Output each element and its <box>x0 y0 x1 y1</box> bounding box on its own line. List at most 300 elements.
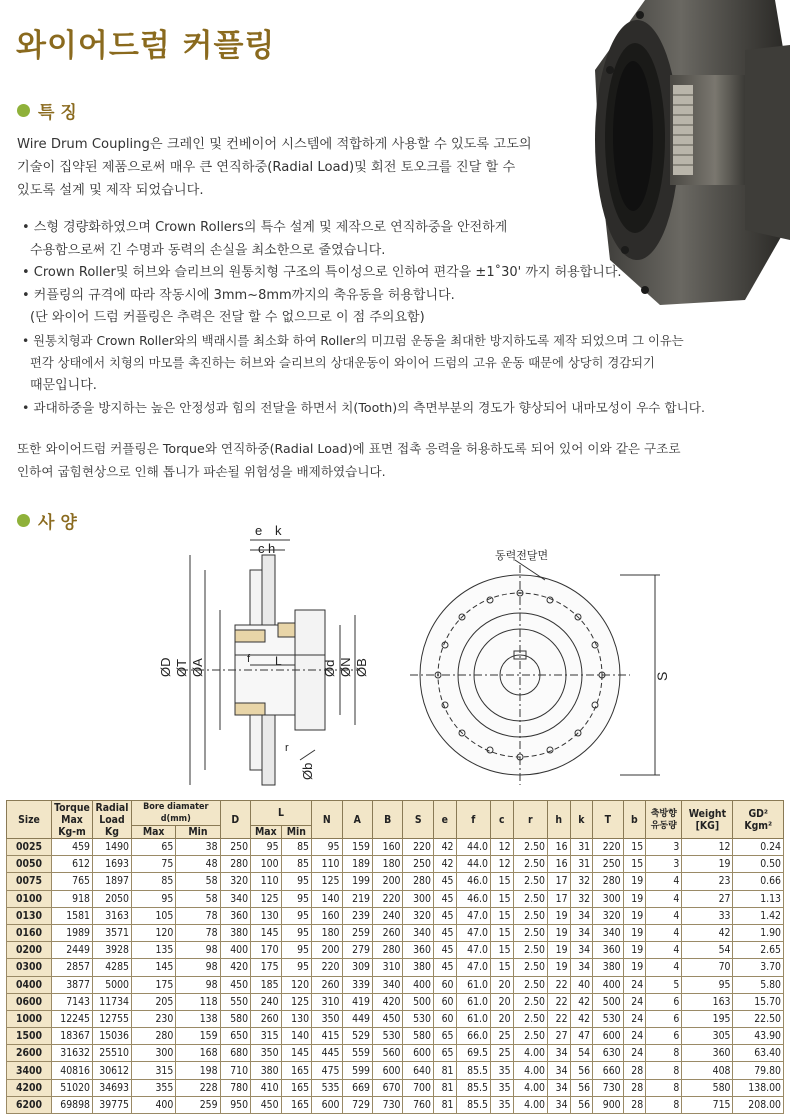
table-cell: 35 <box>490 1062 513 1079</box>
table-cell: 3163 <box>93 907 132 924</box>
col-A: A <box>342 801 372 839</box>
table-row <box>7 1028 784 1045</box>
table-cell: 560 <box>372 1045 402 1062</box>
table-cell: 54 <box>570 1045 593 1062</box>
table-cell: 8 <box>646 1096 682 1113</box>
table-cell: 130 <box>251 907 281 924</box>
table-cell: 95 <box>281 924 311 941</box>
table-cell: 670 <box>372 1079 402 1096</box>
col-L-max: Max <box>251 826 281 839</box>
table-cell: 160 <box>312 907 342 924</box>
table-cell: 47.0 <box>456 924 490 941</box>
table-cell: 85.5 <box>456 1079 490 1096</box>
table-cell: 4 <box>646 942 682 959</box>
col-axial-line: 유동량 <box>650 820 677 831</box>
table-cell: 19 <box>547 942 570 959</box>
label-b: Øb <box>300 762 315 780</box>
table-cell: 85 <box>281 856 311 873</box>
table-cell: 34 <box>570 959 593 976</box>
table-row <box>7 1096 784 1113</box>
table-cell: 45 <box>433 924 456 941</box>
table-cell: 165 <box>281 1096 311 1113</box>
size-cell: 0050 <box>7 856 52 873</box>
table-cell: 600 <box>593 1028 623 1045</box>
size-cell: 3400 <box>7 1062 52 1079</box>
features-intro <box>17 133 532 202</box>
table-cell: 380 <box>403 959 433 976</box>
table-cell: 24 <box>623 976 646 993</box>
table-cell: 47 <box>570 1028 593 1045</box>
table-cell: 11734 <box>93 993 132 1010</box>
table-cell: 45 <box>433 890 456 907</box>
table-cell: 250 <box>220 839 250 856</box>
table-cell: 19 <box>547 907 570 924</box>
table-cell: 259 <box>342 924 372 941</box>
table-cell: 360 <box>220 907 250 924</box>
table-cell: 305 <box>682 1028 733 1045</box>
table-cell: 669 <box>342 1079 372 1096</box>
table-cell: 4.00 <box>513 1062 547 1079</box>
table-cell: 66.0 <box>456 1028 490 1045</box>
table-cell: 47.0 <box>456 907 490 924</box>
table-cell: 85 <box>132 873 176 890</box>
table-cell: 56 <box>570 1062 593 1079</box>
label-c: c <box>258 541 265 556</box>
table-cell: 2.50 <box>513 873 547 890</box>
table-cell: 315 <box>251 1028 281 1045</box>
table-cell: 45 <box>433 942 456 959</box>
table-row <box>7 856 784 873</box>
table-cell: 42 <box>570 993 593 1010</box>
spec-table <box>6 800 784 1114</box>
col-axial-line: 축방향 <box>650 808 677 819</box>
table-cell: 95 <box>281 907 311 924</box>
table-cell: 95 <box>682 976 733 993</box>
table-cell: 32 <box>570 890 593 907</box>
table-cell: 140 <box>312 890 342 907</box>
table-cell: 450 <box>251 1096 281 1113</box>
label-power-face: 동력전달면 <box>495 550 549 562</box>
table-row <box>7 1079 784 1096</box>
table-cell: 600 <box>403 1045 433 1062</box>
table-cell: 6 <box>646 993 682 1010</box>
table-cell: 6 <box>646 1010 682 1027</box>
table-cell: 17 <box>547 890 570 907</box>
table-row <box>7 976 784 993</box>
table-cell: 34 <box>570 924 593 941</box>
bullet-line: 때문입니다. <box>30 377 97 393</box>
table-cell: 24 <box>623 993 646 1010</box>
table-cell: 260 <box>251 1010 281 1027</box>
col-torque-line: Kg-m <box>58 825 86 838</box>
table-cell: 250 <box>403 856 433 873</box>
table-cell: 24 <box>623 1045 646 1062</box>
table-cell: 2.50 <box>513 993 547 1010</box>
table-cell: 22 <box>547 976 570 993</box>
table-cell: 130 <box>281 1010 311 1027</box>
col-axial <box>646 801 682 839</box>
table-cell: 3571 <box>93 924 132 941</box>
table-cell: 4 <box>646 907 682 924</box>
col-radial-line: Radial <box>95 801 129 814</box>
table-cell: 3.70 <box>733 959 784 976</box>
table-cell: 180 <box>312 924 342 941</box>
table-cell: 15 <box>490 890 513 907</box>
col-weight-line: [KG] <box>695 819 720 832</box>
bullet-line: • 과대하중을 방지하는 높은 안정성과 힘의 전달을 하면서 치(Tooth)의 측면부분의 경도가 향상되어 내마모성이 우수 합니다. <box>22 400 705 415</box>
table-cell: 918 <box>52 890 93 907</box>
page-title: 와이어드럼 커플링 <box>16 28 276 64</box>
size-cell: 0130 <box>7 907 52 924</box>
table-cell: 2.50 <box>513 942 547 959</box>
table-cell: 360 <box>682 1045 733 1062</box>
table-cell: 280 <box>593 873 623 890</box>
col-T: T <box>593 801 623 839</box>
label-d: Ød <box>322 659 337 677</box>
table-cell: 400 <box>593 976 623 993</box>
table-cell: 31 <box>570 839 593 856</box>
table-cell: 420 <box>372 993 402 1010</box>
table-cell: 240 <box>372 907 402 924</box>
table-cell: 8 <box>646 1062 682 1079</box>
table-cell: 400 <box>132 1096 176 1113</box>
table-cell: 2.50 <box>513 1010 547 1027</box>
table-cell: 580 <box>403 1028 433 1045</box>
table-cell: 46.0 <box>456 873 490 890</box>
table-cell: 0.66 <box>733 873 784 890</box>
table-cell: 19 <box>547 924 570 941</box>
table-cell: 710 <box>220 1062 250 1079</box>
table-cell: 19 <box>623 924 646 941</box>
table-cell: 98 <box>176 942 220 959</box>
table-cell: 19 <box>623 873 646 890</box>
col-size: Size <box>7 801 52 839</box>
table-cell: 38 <box>176 839 220 856</box>
table-cell: 2.50 <box>513 924 547 941</box>
table-cell: 61.0 <box>456 1010 490 1027</box>
table-cell: 205 <box>132 993 176 1010</box>
col-bore-min: Min <box>176 826 220 839</box>
table-cell: 400 <box>220 942 250 959</box>
table-cell: 280 <box>132 1028 176 1045</box>
table-cell: 19 <box>623 959 646 976</box>
table-cell: 15036 <box>93 1028 132 1045</box>
table-cell: 780 <box>220 1079 250 1096</box>
table-cell: 320 <box>403 907 433 924</box>
table-cell: 69898 <box>52 1096 93 1113</box>
table-cell: 650 <box>220 1028 250 1045</box>
table-cell: 27 <box>547 1028 570 1045</box>
table-cell: 145 <box>281 1045 311 1062</box>
table-cell: 580 <box>220 1010 250 1027</box>
table-cell: 300 <box>403 890 433 907</box>
label-L: L <box>275 654 282 668</box>
table-cell: 20 <box>490 1010 513 1027</box>
size-cell: 0400 <box>7 976 52 993</box>
table-cell: 45 <box>433 907 456 924</box>
table-cell: 408 <box>682 1062 733 1079</box>
table-cell: 56 <box>570 1096 593 1113</box>
table-row <box>7 959 784 976</box>
table-cell: 280 <box>220 856 250 873</box>
table-cell: 61.0 <box>456 993 490 1010</box>
table-cell: 765 <box>52 873 93 890</box>
table-cell: 32 <box>570 873 593 890</box>
table-cell: 34 <box>547 1079 570 1096</box>
table-cell: 24 <box>623 1028 646 1045</box>
table-row <box>7 924 784 941</box>
col-weight-line: Weight <box>688 807 727 820</box>
table-cell: 3 <box>646 839 682 856</box>
table-cell: 34 <box>547 1045 570 1062</box>
size-cell: 4200 <box>7 1079 52 1096</box>
table-cell: 360 <box>403 942 433 959</box>
table-cell: 28 <box>623 1062 646 1079</box>
table-cell: 380 <box>220 924 250 941</box>
table-cell: 15 <box>490 959 513 976</box>
table-cell: 180 <box>372 856 402 873</box>
table-cell: 138.00 <box>733 1079 784 1096</box>
table-cell: 60 <box>433 1010 456 1027</box>
table-cell: 7143 <box>52 993 93 1010</box>
table-cell: 280 <box>403 873 433 890</box>
label-T: ØT <box>174 658 189 677</box>
table-cell: 78 <box>176 924 220 941</box>
col-torque-line: Torque <box>54 801 90 814</box>
table-cell: 2050 <box>93 890 132 907</box>
table-cell: 730 <box>593 1079 623 1096</box>
size-cell: 0100 <box>7 890 52 907</box>
table-cell: 250 <box>593 856 623 873</box>
table-cell: 12 <box>682 839 733 856</box>
table-cell: 35 <box>490 1096 513 1113</box>
table-cell: 138 <box>176 1010 220 1027</box>
table-cell: 199 <box>342 873 372 890</box>
size-cell: 0160 <box>7 924 52 941</box>
table-cell: 15 <box>623 856 646 873</box>
table-cell: 46.0 <box>456 890 490 907</box>
table-cell: 95 <box>281 873 311 890</box>
table-cell: 260 <box>312 976 342 993</box>
table-cell: 12245 <box>52 1010 93 1027</box>
table-cell: 529 <box>342 1028 372 1045</box>
col-L: L <box>251 801 312 826</box>
col-f: f <box>456 801 490 839</box>
table-cell: 19 <box>623 890 646 907</box>
table-cell: 15 <box>490 942 513 959</box>
table-cell: 5.80 <box>733 976 784 993</box>
table-cell: 65 <box>433 1028 456 1045</box>
table-cell: 189 <box>342 856 372 873</box>
bullet-line: • Crown Roller및 허브와 슬리브의 원통치형 구조의 특이성으로 인하여 편각을 ±1˚30' 까지 허용합니다. <box>22 265 622 280</box>
table-cell: 4.00 <box>513 1096 547 1113</box>
table-cell: 28 <box>623 1096 646 1113</box>
table-cell: 300 <box>593 890 623 907</box>
table-cell: 340 <box>220 890 250 907</box>
table-cell: 198 <box>176 1062 220 1079</box>
table-cell: 95 <box>132 890 176 907</box>
table-cell: 300 <box>132 1045 176 1062</box>
size-cell: 0200 <box>7 942 52 959</box>
table-cell: 599 <box>342 1062 372 1079</box>
table-cell: 340 <box>593 924 623 941</box>
table-cell: 500 <box>403 993 433 1010</box>
table-cell: 168 <box>176 1045 220 1062</box>
col-e: e <box>433 801 456 839</box>
table-cell: 105 <box>132 907 176 924</box>
table-cell: 449 <box>342 1010 372 1027</box>
table-cell: 34 <box>570 907 593 924</box>
table-cell: 320 <box>593 907 623 924</box>
table-cell: 8 <box>646 1045 682 1062</box>
table-cell: 315 <box>132 1062 176 1079</box>
intro-line: Wire Drum Coupling은 크레인 및 컨베이어 시스템에 적합하게 사용할 수 있도록 고도의 <box>17 137 532 152</box>
col-bore-line: Bore diamater <box>143 802 209 812</box>
bullet-dot-icon <box>17 514 30 527</box>
table-cell: 340 <box>403 924 433 941</box>
table-cell: 19 <box>547 959 570 976</box>
col-bore-max: Max <box>132 826 176 839</box>
table-cell: 79.80 <box>733 1062 784 1079</box>
size-cell: 1000 <box>7 1010 52 1027</box>
table-cell: 20 <box>490 993 513 1010</box>
table-cell: 0.24 <box>733 839 784 856</box>
table-cell: 1.13 <box>733 890 784 907</box>
table-cell: 350 <box>312 1010 342 1027</box>
table-cell: 195 <box>682 1010 733 1027</box>
table-cell: 16 <box>547 856 570 873</box>
table-cell: 15 <box>490 907 513 924</box>
table-cell: 340 <box>372 976 402 993</box>
table-cell: 208.00 <box>733 1096 784 1113</box>
table-cell: 640 <box>403 1062 433 1079</box>
bullet-line: • 커플링의 규격에 따라 작동시에 3mm~8mm까지의 축유동을 허용합니다. <box>22 287 455 303</box>
table-cell: 31 <box>570 856 593 873</box>
table-cell: 28 <box>623 1079 646 1096</box>
table-cell: 125 <box>312 873 342 890</box>
table-cell: 159 <box>176 1028 220 1045</box>
table-cell: 100 <box>251 856 281 873</box>
table-cell: 530 <box>593 1010 623 1027</box>
table-cell: 1897 <box>93 873 132 890</box>
intro-line: 있도록 설계 및 제작 되었습니다. <box>17 183 204 198</box>
table-cell: 700 <box>403 1079 433 1096</box>
table-cell: 259 <box>176 1096 220 1113</box>
table-cell: 220 <box>403 839 433 856</box>
table-cell: 45 <box>433 873 456 890</box>
bullet-line: • 스형 경량화하였으며 Crown Rollers의 특수 설계 및 제작으로 연직하중을 안전하게 <box>22 220 508 235</box>
table-cell: 70 <box>682 959 733 976</box>
table-cell: 200 <box>372 873 402 890</box>
table-row <box>7 873 784 890</box>
label-A: ØA <box>190 658 205 677</box>
table-cell: 23 <box>682 873 733 890</box>
table-cell: 459 <box>52 839 93 856</box>
table-cell: 4 <box>646 924 682 941</box>
table-cell: 339 <box>342 976 372 993</box>
bullet-line: (단 와이어 드럼 커플링은 추력은 전달 할 수 없으므로 이 점 주의요함) <box>30 310 425 325</box>
table-cell: 44.0 <box>456 856 490 873</box>
table-cell: 559 <box>342 1045 372 1062</box>
table-cell: 110 <box>312 856 342 873</box>
size-cell: 0600 <box>7 993 52 1010</box>
table-cell: 415 <box>312 1028 342 1045</box>
col-weight <box>682 801 733 839</box>
table-cell: 900 <box>593 1096 623 1113</box>
table-cell: 54 <box>682 942 733 959</box>
label-r: r <box>285 742 289 754</box>
table-row <box>7 993 784 1010</box>
table-cell: 630 <box>593 1045 623 1062</box>
col-gd <box>733 801 784 839</box>
table-cell: 5000 <box>93 976 132 993</box>
table-cell: 175 <box>251 959 281 976</box>
label-S: S <box>654 671 670 681</box>
table-cell: 98 <box>176 959 220 976</box>
table-cell: 60 <box>433 976 456 993</box>
col-gd-line: GD² <box>748 807 768 820</box>
table-cell: 600 <box>372 1062 402 1079</box>
table-cell: 220 <box>593 839 623 856</box>
label-B: ØB <box>354 658 369 677</box>
table-cell: 310 <box>372 959 402 976</box>
col-S: S <box>403 801 433 839</box>
table-cell: 279 <box>342 942 372 959</box>
table-cell: 2449 <box>52 942 93 959</box>
col-D: D <box>220 801 250 839</box>
table-cell: 135 <box>132 942 176 959</box>
table-cell: 78 <box>176 907 220 924</box>
table-cell: 550 <box>220 993 250 1010</box>
intro-line: 기술이 집약된 제품으로써 매우 큰 연직하중(Radial Load)및 회전 토오크를 진달 할 수 <box>17 160 516 175</box>
table-cell: 400 <box>403 976 433 993</box>
table-cell: 530 <box>403 1010 433 1027</box>
table-cell: 230 <box>132 1010 176 1027</box>
table-cell: 140 <box>281 1028 311 1045</box>
col-L-min: Min <box>281 826 311 839</box>
dimension-drawing <box>150 515 690 795</box>
table-cell: 419 <box>342 993 372 1010</box>
table-cell: 1989 <box>52 924 93 941</box>
table-cell: 165 <box>281 1062 311 1079</box>
col-radial-line: Load <box>99 813 125 826</box>
table-cell: 612 <box>52 856 93 873</box>
table-cell: 4 <box>646 959 682 976</box>
table-cell: 17 <box>547 873 570 890</box>
table-cell: 4 <box>646 873 682 890</box>
spec-heading <box>17 508 77 533</box>
table-cell: 360 <box>593 942 623 959</box>
table-cell: 19 <box>623 942 646 959</box>
table-row <box>7 1062 784 1079</box>
col-gd-line: Kgm² <box>744 819 773 832</box>
table-cell: 40816 <box>52 1062 93 1079</box>
table-cell: 175 <box>132 976 176 993</box>
table-cell: 2.50 <box>513 959 547 976</box>
table-cell: 500 <box>593 993 623 1010</box>
table-cell: 535 <box>312 1079 342 1096</box>
table-cell: 95 <box>281 890 311 907</box>
bullet-line: 편각 상태에서 치형의 마모를 촉진하는 허브와 슬리브의 상대운동이 와이어 드럼의 고유 운동 때문에 상당히 경감되기 <box>30 356 655 370</box>
size-cell: 2600 <box>7 1045 52 1062</box>
table-cell: 56 <box>570 1079 593 1096</box>
table-cell: 530 <box>372 1028 402 1045</box>
table-cell: 729 <box>342 1096 372 1113</box>
table-cell: 95 <box>281 942 311 959</box>
table-cell: 715 <box>682 1096 733 1113</box>
table-cell: 61.0 <box>456 976 490 993</box>
table-cell: 309 <box>342 959 372 976</box>
